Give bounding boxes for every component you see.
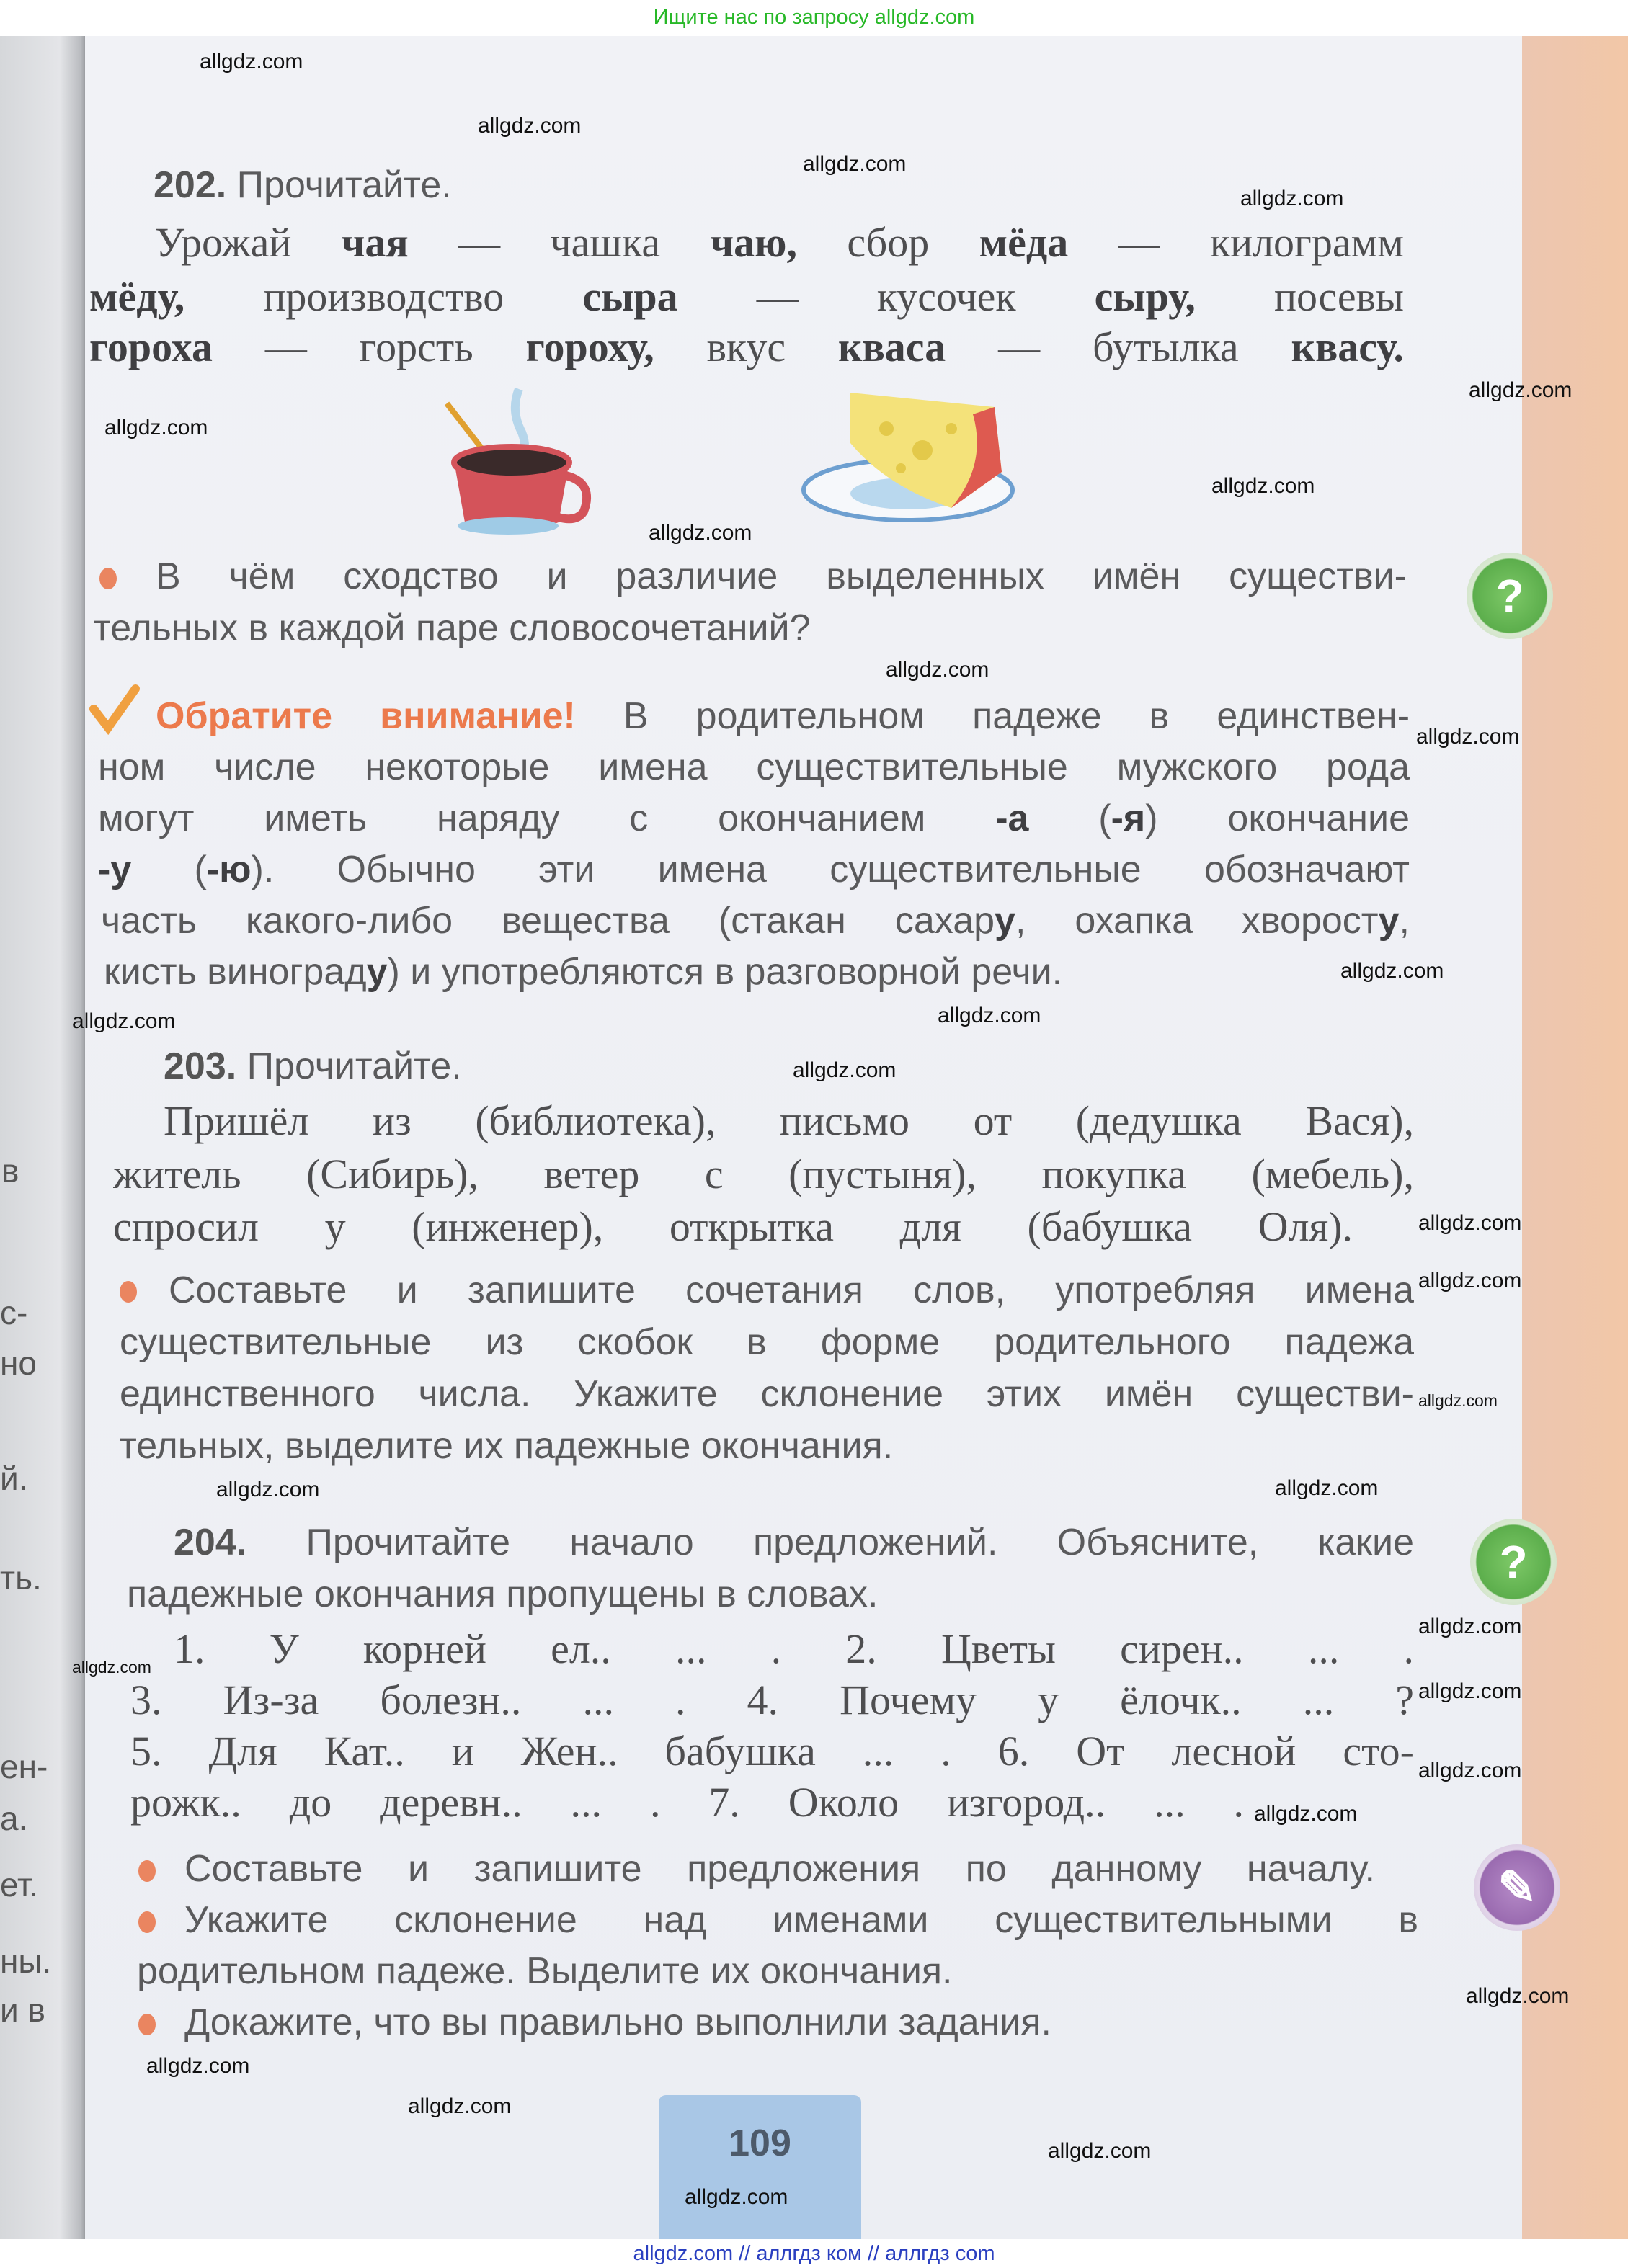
watermark: allgdz.com (938, 1004, 1041, 1027)
watermark: allgdz.com (408, 2094, 512, 2118)
exercise-203-task: Составьте и запишите сочетания слов, употребляя имена (169, 1269, 1414, 1311)
highlighted-word: сыру, (1094, 273, 1196, 320)
question-icon: ? (1470, 1519, 1557, 1605)
watermark: allgdz.com (216, 1478, 320, 1501)
margin-fragment: ен- (0, 1748, 48, 1785)
attention-line (101, 896, 1410, 946)
watermark: allgdz.com (104, 416, 208, 439)
top-banner[interactable]: Ищите нас по запросу allgdz.com (0, 0, 1628, 36)
text-segment: производство (184, 273, 583, 320)
watermark: allgdz.com (1418, 1211, 1522, 1235)
page-number-tab (659, 2095, 861, 2239)
attention-line (98, 844, 1410, 895)
attention-line (104, 947, 1329, 997)
exercise-202-heading (154, 160, 730, 210)
exercise-203-line: житель (Сибирь), ветер с (пустыня), покупка (мебель), (113, 1151, 1414, 1197)
highlighted-word: сыра (582, 273, 678, 320)
watermark: allgdz.com (146, 2054, 250, 2078)
highlighted-word: кваса (838, 323, 946, 370)
watermark: allgdz.com (793, 1058, 897, 1082)
text-segment: В родительном падеже в единствен- (575, 695, 1410, 737)
bottom-banner[interactable]: allgdz.com // аллгдз ком // аллгдз com (0, 2239, 1628, 2268)
exercise-number: 204. (174, 1522, 247, 1563)
text-segment: ). Обычно эти имена существительные обозначают (251, 849, 1410, 890)
highlighted-word: мёда (979, 219, 1069, 266)
watermark: allgdz.com (1340, 959, 1444, 983)
exercise-202-line (89, 322, 1404, 372)
highlighted-word: чаю, (710, 219, 797, 266)
exercise-number: 203. (164, 1045, 237, 1087)
watermark: allgdz.com (1048, 2139, 1152, 2163)
text-segment: , (1399, 900, 1410, 942)
margin-fragment: ет. (0, 1866, 38, 1903)
tea-cup-illustration (432, 382, 598, 540)
highlighted-word: -у (98, 849, 132, 890)
text-segment: сбор (796, 219, 979, 266)
watermark: allgdz.com (803, 152, 907, 176)
watermark: allgdz.com (1418, 1269, 1522, 1293)
text-segment: Урожай (155, 219, 342, 266)
watermark: allgdz.com (478, 114, 582, 138)
watermark: allgdz.com (1275, 1476, 1379, 1500)
attention-line (98, 793, 1410, 844)
highlighted-word: у (995, 900, 1015, 942)
margin-fragment: й. (0, 1460, 28, 1497)
margin-fragment: и в (0, 1991, 45, 2029)
bullet-icon (138, 1860, 156, 1882)
text-segment: , охапка хворост (1015, 900, 1379, 942)
pen-icon: ✎ (1474, 1844, 1560, 1931)
exercise-204-line: 3. Из-за болезн.. ... . 4. Почему у ёлочк.. ... ? (130, 1677, 1414, 1723)
exercise-204-line: 1. У корней ел.. ... . 2. Цветы сирен.. ... . (174, 1625, 1414, 1672)
watermark: allgdz.com (1211, 474, 1315, 498)
margin-fragment: ны. (0, 1942, 52, 1980)
watermark: allgdz.com (1418, 1391, 1498, 1410)
exercise-number: 202. (154, 164, 227, 206)
text-segment: ном числе некоторые имена существительные мужского рода (98, 746, 1410, 788)
exercise-202-question: тельных в каждой паре словосочетаний? (94, 607, 811, 649)
text-segment: — горсть (212, 323, 526, 370)
watermark: allgdz.com (1254, 1802, 1358, 1826)
highlighted-word: -я (1111, 798, 1146, 839)
exercise-203-line: Пришёл из (библиотека), письмо от (дедушка Вася), (164, 1097, 1414, 1144)
text-segment: — кусочек (677, 273, 1095, 320)
text-segment: — килограмм (1068, 219, 1404, 266)
exercise-203-heading (164, 1041, 740, 1091)
margin-fragment: но (0, 1344, 37, 1382)
highlighted-word: чая (341, 219, 409, 266)
text-segment: ( (131, 849, 207, 890)
watermark: allgdz.com (1418, 1615, 1522, 1638)
exercise-204-heading (174, 1517, 1414, 1568)
bullet-icon (120, 1281, 137, 1303)
exercise-instruction: Прочитайте. (246, 1045, 462, 1087)
exercise-204-task: Укажите склонение над именами существительными в (184, 1899, 1418, 1941)
text-segment: часть какого-либо вещества (стакан сахар (101, 900, 995, 942)
attention-line (156, 691, 1410, 741)
exercise-203-line: спросил у (инженер), открытка для (бабушка Оля). (113, 1203, 1353, 1250)
margin-fragment: с- (0, 1294, 28, 1331)
watermark: allgdz.com (1469, 378, 1573, 402)
cheese-illustration (800, 385, 1045, 530)
book-spine-previous-page (0, 36, 85, 2239)
highlighted-word: -а (995, 798, 1029, 839)
text-segment: вкус (654, 323, 839, 370)
exercise-203-task: тельных, выделите их падежные окончания. (120, 1425, 894, 1467)
margin-fragment: а. (0, 1800, 28, 1837)
exercise-204-task: Докажите, что вы правильно выполнили задания. (184, 2001, 1052, 2043)
text-segment: ) окончание (1145, 798, 1410, 839)
watermark: allgdz.com (1416, 725, 1520, 749)
exercise-204-instruction: падежные окончания пропущены в словах. (127, 1573, 879, 1615)
watermark: allgdz.com (1466, 1984, 1570, 2008)
watermark: allgdz.com (72, 1009, 176, 1033)
exercise-204-line: 5. Для Кат.. и Жен.. бабушка ... . 6. От лесной сто- (130, 1728, 1414, 1774)
highlighted-word: гороха (89, 323, 213, 370)
attention-line (98, 742, 1410, 793)
attention-label: Обратите внимание! (156, 695, 576, 737)
highlighted-word: гороху, (525, 323, 654, 370)
bullet-icon (99, 568, 117, 589)
exercise-204-task: Составьте и запишите предложения по данному началу. (184, 1848, 1375, 1890)
highlighted-word: у (1378, 900, 1400, 942)
exercise-202-question: В чём сходство и различие выделенных имён существи- (156, 555, 1407, 597)
bullet-icon (138, 1911, 156, 1933)
watermark: allgdz.com (200, 50, 303, 73)
margin-fragment: в (1, 1152, 19, 1189)
watermark: allgdz.com (649, 521, 752, 545)
bullet-icon (138, 2014, 156, 2035)
text-segment: — бутылка (946, 323, 1291, 370)
exercise-instruction: Прочитайте. (236, 164, 452, 206)
highlighted-word: у (366, 951, 388, 993)
watermark: allgdz.com (685, 2185, 788, 2209)
highlighted-word: -ю (206, 849, 252, 890)
text-segment: ) и употребляются в разговорной речи. (387, 951, 1063, 993)
text-segment: могут иметь наряду с окончанием (98, 798, 996, 839)
watermark: allgdz.com (72, 1658, 151, 1677)
text-segment: посевы (1195, 273, 1404, 320)
text-segment: кисть виноград (104, 951, 367, 993)
exercise-203-task: существительные из скобок в форме родительного падежа (120, 1321, 1414, 1363)
page-number: 109 (729, 2122, 791, 2164)
exercise-202-line (155, 218, 1404, 268)
exercise-instruction: Прочитайте начало предложений. Объясните, какие (306, 1522, 1414, 1563)
checkmark-icon (89, 684, 140, 735)
text-segment: ( (1028, 798, 1111, 839)
highlighted-word: мёду, (89, 273, 185, 320)
exercise-204-task: родительном падеже. Выделите их окончания. (137, 1950, 953, 1992)
text-segment: — чашка (408, 219, 711, 266)
exercise-203-task: единственного числа. Укажите склонение этих имён существи- (120, 1373, 1414, 1415)
highlighted-word: квасу. (1291, 323, 1404, 370)
exercise-202-line (89, 272, 1404, 322)
watermark: allgdz.com (1418, 1679, 1522, 1703)
margin-fragment: ть. (0, 1559, 42, 1597)
question-icon: ? (1467, 553, 1553, 639)
watermark: allgdz.com (1418, 1759, 1522, 1782)
watermark: allgdz.com (886, 658, 989, 682)
watermark: allgdz.com (1240, 187, 1344, 210)
exercise-204-line: рожк.. до деревн.. ... . 7. Около изгород.. ... . (130, 1779, 1244, 1826)
